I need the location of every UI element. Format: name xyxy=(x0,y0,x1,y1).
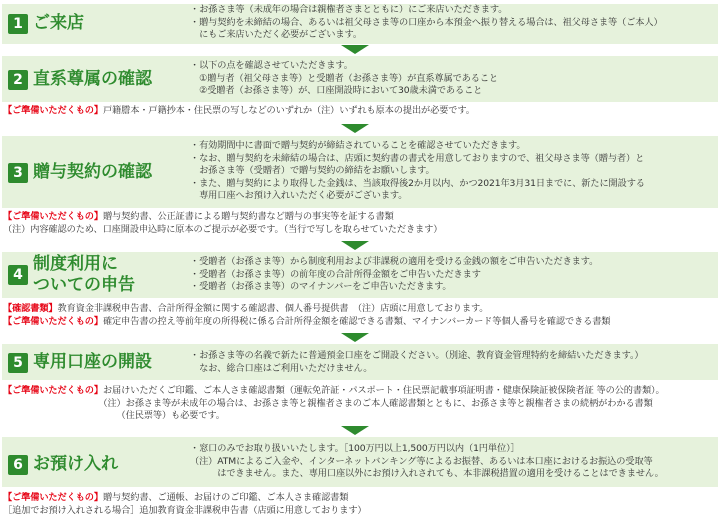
step-1-title xyxy=(8,13,84,34)
step-2-number: 2 xyxy=(8,70,28,90)
step-arrow-3 xyxy=(341,241,369,250)
step-6-prep xyxy=(3,492,717,517)
step-5-description: ・お孫さま等の名義で新たに普通預金口座をご開設ください。（別途、教育資金管理特約を締結いただきます。） なお、総合口座はご利用いただけません。 xyxy=(190,350,644,374)
step-4-title-text: 制度利用に ついての申告 xyxy=(33,254,135,295)
step-4-title xyxy=(8,254,135,296)
step-4-doc-text: 教育資金非課税申告書、合計所得金額に関する確認書、個人番号提供書 （注）店頭に用意しております。 xyxy=(57,303,489,314)
step-6-prep-text: 贈与契約書、ご通帳、お届けのご印鑑、ご本人さま確認書類 ［追加でお預け入れされる場合］追加教育資金非課税申告書（店頭に用意しております） xyxy=(3,492,367,516)
step-3-prep xyxy=(3,211,717,236)
step-5-prep xyxy=(3,385,717,423)
step-6-title-text: お預け入れ xyxy=(33,454,118,474)
step-5-number: 5 xyxy=(8,353,28,373)
step-2-prep-tag: 【ご準備いただくもの】 xyxy=(3,105,103,116)
step-4-prep-tag: 【ご準備いただくもの】 xyxy=(3,316,103,327)
step-5-title xyxy=(8,352,152,373)
step-3-prep-tag: 【ご準備いただくもの】 xyxy=(3,211,103,222)
step-6-description: ・窓口のみでお取り扱いいたします。［100万円以上1,500万円以内（1円単位）］ （注）ATMによるご入金や、インターネットバンキング等によるお振替、あるいは本口座におけるお振込の受取等 はできません。また、専用口座以外にお預け入れされても、本非課税措置の適用を受けることはできません。 xyxy=(190,443,664,479)
step-3-title xyxy=(8,162,152,183)
step-1-number: 1 xyxy=(8,14,28,34)
step-5-prep-text: お届けいただくご印鑑、ご本人さま確認書類（運転免許証・パスポート・住民票記載事項証明書・健康保険証被保険者証 等の公的書類）。 （注）お孫さま等が未成年の場合は、お孫さま等と親権者さまのご本人確認書類とともに、お孫さま等と親権者さまの続柄がわかる書類 （住民票等）も必要です。 xyxy=(102,385,665,421)
step-arrow-2 xyxy=(341,124,369,133)
step-1-description: ・お孫さま等（未成年の場合は親権者さまとともに）にご来店いただきます。 ・贈与契約を未締結の場合、あるいは祖父母さま等の口座から本預金へ振り替える場合は、祖父母さま等（ご本人） にもご来店いただく必要がございます。 xyxy=(190,4,663,40)
step-3-number: 3 xyxy=(8,163,28,183)
step-4-number: 4 xyxy=(8,265,28,285)
step-6-prep-tag: 【ご準備いただくもの】 xyxy=(3,492,103,503)
step-2-description: ・以下の点を確認させていただきます。 ①贈与者（祖父母さま等）と受贈者（お孫さま等）が直系尊属であること ②受贈者（お孫さま等）が、口座開設時において30歳未満であること xyxy=(190,60,499,96)
step-arrow-4 xyxy=(341,333,369,342)
step-2-title xyxy=(8,69,152,90)
step-6-title xyxy=(8,454,118,475)
step-4-description: ・受贈者（お孫さま等）から制度利用および非課税の適用を受ける金銭の額をご申告いただきます。 ・受贈者（お孫さま等）の前年度の合計所得金額をご申告いただきます ・受贈者（お孫さま等）のマイナンバーをご申告いただきます。 xyxy=(190,256,599,292)
step-2-prep xyxy=(3,105,717,118)
step-4-prep-text: 確定申告書の控え等前年度の所得税に係る合計所得金額を確認できる書類、マイナンバーカード等個人番号を確認できる書類 xyxy=(102,316,611,327)
step-3-title-text: 贈与契約の確認 xyxy=(33,162,152,182)
step-5-title-text: 専用口座の開設 xyxy=(33,352,152,372)
step-arrow-5 xyxy=(341,426,369,435)
step-5-prep-tag: 【ご準備いただくもの】 xyxy=(3,385,103,396)
step-4-docs xyxy=(3,303,717,316)
step-arrow-1 xyxy=(341,45,369,54)
step-4-prep xyxy=(3,316,717,329)
step-3-prep-text: 贈与契約書、公正証書による贈与契約書など贈与の事実等を証する書類 （注）内容確認のため、口座開設申込時に原本のご提示が必要です。（当行で写しを取らせていただきます） xyxy=(3,211,443,235)
step-4-doc-tag: 【確認書類】 xyxy=(3,303,58,314)
step-3-description: ・有効期間中に書面で贈与契約が締結されていることを確認させていただきます。 ・なお、贈与契約を未締結の場合は、店頭に契約書の書式を用意しておりますので、祖父母さま等（贈与者）と お孫さま等（受贈者）で贈与契約の締結をお願いします。 ・また、贈与契約により取得した金銭は、当該取得後2か月以内、かつ2021年3月31日までに、新たに開設する 専用口座へお預け入れいただく必要がございます。 xyxy=(190,140,645,201)
step-2-title-text: 直系尊属の確認 xyxy=(33,69,152,89)
step-6-number: 6 xyxy=(8,455,28,475)
step-1-title-text: ご来店 xyxy=(33,13,84,33)
step-2-prep-text: 戸籍謄本・戸籍抄本・住民票の写しなどのいずれか（注）いずれも原本の提出が必要です。 xyxy=(102,105,475,116)
